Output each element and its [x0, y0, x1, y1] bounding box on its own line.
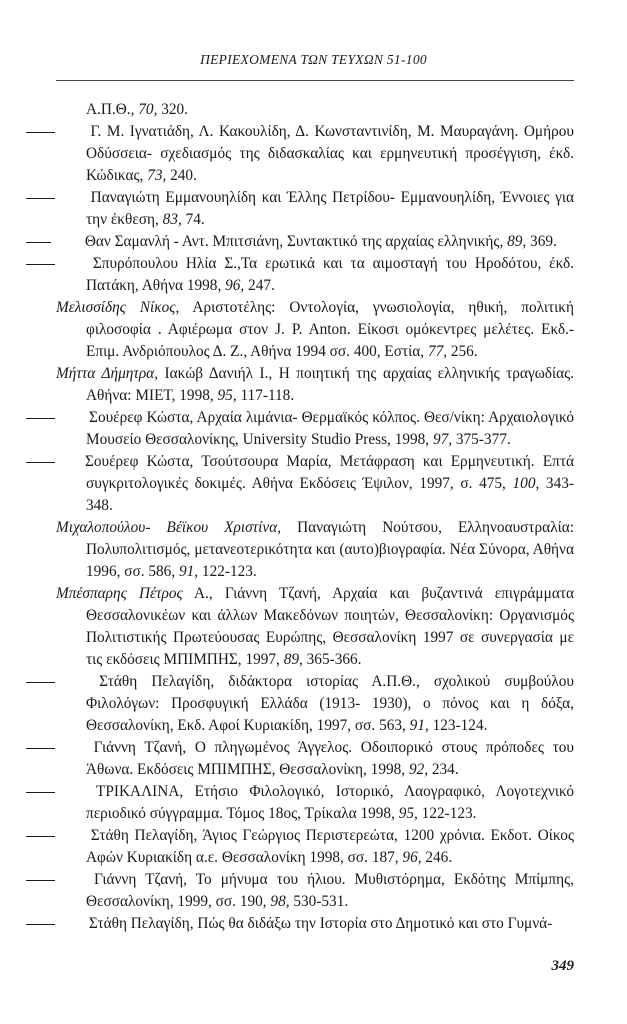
author-name: Μπέσπαρης Πέτρος	[56, 585, 183, 602]
list-item: Παναγιώτη Εμμανουηλίδη και Έλλης Πετρίδου- Εμμανουηλίδη, Έννοιες για την έκθεση, 83, 74.	[56, 187, 574, 231]
list-item: Σπυρόπουλου Ηλία Σ.,Τα ερωτικά και τα αιμοσταγή του Ηροδότου, έκδ. Πατάκη, Αθήνα 1998, 96, 247.	[56, 253, 574, 297]
repeat-dash	[56, 121, 85, 143]
list-item: Σουέρεφ Κώστα, Αρχαία λιμάνια- Θερμαϊκός κόλπος. Θεσ/νίκη: Αρχαιολογικό Μουσείο Θεσσαλονίκης, University Studio Press, 1998, 97, 375-377.	[56, 407, 574, 451]
repeat-dash	[56, 913, 85, 935]
repeat-dash	[56, 407, 85, 429]
list-item: Σουέρεφ Κώστα, Τσούτσουρα Μαρία, Μετάφραση και Ερμηνευτική. Επτά συγκριτολογικές δοκιμές. Αθήνα Εκδόσεις Έψιλον, 1997, σ. 475, 100, 343-348.	[56, 451, 574, 517]
list-item: Μήττα Δήμητρα, Ιακώβ Δανιήλ Ι., Η ποιητική της αρχαίας ελληνικής τραγωδίας. Αθήνα: ΜΙΕΤ, 1998, 95, 117-118.	[56, 365, 574, 404]
running-header: ΠΕΡΙΕΧΟΜΕΝΑ ΤΩΝ ΤΕΥΧΩΝ 51-100	[200, 52, 427, 67]
repeat-dash	[56, 737, 85, 759]
list-item: Γ. Μ. Ιγνατιάδη, Λ. Κακουλίδη, Δ. Κωνσταντινίδη, Μ. Μαυραγάνη. Ομήρου Οδύσσεια- σχεδιασμός της διδασκαλίας και ερμηνευτική προσέγγιση, έκδ. Κώδικας, 73, 240.	[56, 121, 574, 187]
list-item: Γιάννη Τζανή, Ο πληγωμένος Άγγελος. Οδοιπορικό στους πρόποδες του Άθωνα. Εκδόσεις ΜΠΙΜΠΗΣ, Θεσσαλονίκη, 1998, 92, 234.	[56, 737, 574, 781]
list-item: Στάθη Πελαγίδη, Άγιος Γεώργιος Περιστερεώτα, 1200 χρόνια. Εκδοτ. Οίκος Αφών Κυριακίδη α.ε. Θεσσαλονίκη 1998, σσ. 187, 96, 246.	[56, 825, 574, 869]
repeat-dash	[56, 231, 81, 253]
list-item: Στάθη Πελαγίδη, Πώς θα διδάξω την Ιστορία στο Δημοτικό και στο Γυμνά-	[56, 913, 574, 935]
list-item: Μιχαλοπούλου- Βέϊκου Χριστίνα, Παναγιώτη Νούτσου, Ελληνοαυστραλία: Πολυπολιτισμός, μετανεοτερικότητα και (αυτο)βιογραφία. Νέα Σύνορα, Αθήνα 1996, σσ. 586, 91, 122-123.	[56, 519, 574, 580]
list-item: Γιάννη Τζανή, Το μήνυμα του ήλιου. Μυθιστόρημα, Εκδότης Μπίμπης, Θεσσαλονίκη, 1999, σσ. 190, 98, 530-531.	[56, 869, 574, 913]
list-item: Στάθη Πελαγίδη, διδάκτορα ιστορίας Α.Π.Θ., σχολικού συμβούλου Φιλολόγων: Προσφυγική Ελλάδα (1913- 1930), ο πόνος και η δόξα, Θεσσαλονίκη, Εκδ. Αφοί Κυριακίδη, 1997, σσ. 563, 91, 123-124.	[56, 671, 574, 737]
repeat-dash	[56, 451, 85, 473]
repeat-dash	[56, 869, 85, 891]
list-item: Α.Π.Θ., 70, 320.	[86, 101, 188, 118]
index-list	[56, 99, 574, 935]
repeat-dash	[56, 671, 85, 693]
list-item: Μπέσπαρης Πέτρος Α., Γιάννη Τζανή, Αρχαία και βυζαντινά επιγράμματα Θεσσαλονικέων και άλλων Μακεδόνων ποιητών, Θεσσαλονίκη: Οργανισμός Πολιτιστικής Πρωτεύουσας Ευρώπης, Θεσσαλονίκη 1997 σε συνεργασία με τις εκδόσεις ΜΠΙΜΠΗΣ, 1997, 89, 365-366.	[56, 585, 575, 668]
author-name: Μελισσίδης Νίκος	[56, 299, 176, 316]
header-rule	[56, 80, 574, 81]
repeat-dash	[56, 187, 85, 209]
page-number: 349	[551, 958, 574, 974]
author-name: Μιχαλοπούλου- Βέϊκου Χριστίνα	[56, 519, 278, 536]
repeat-dash	[56, 825, 85, 847]
repeat-dash	[56, 781, 85, 803]
list-item: Θαν Σαμανλή - Αντ. Μπιτσιάνη, Συντακτικό της αρχαίας ελληνικής, 89, 369.	[56, 231, 574, 253]
list-item: ΤΡΙΚΑΛΙΝΑ, Ετήσιο Φιλολογικό, Ιστορικό, Λαογραφικό, Λογοτεχνικό περιοδικό σύγγραμμα. Τόμος 18ος, Τρίκαλα 1998, 95, 122-123.	[56, 781, 574, 825]
author-name: Μήττα Δήμητρα	[56, 365, 155, 382]
repeat-dash	[56, 253, 85, 275]
list-item: Μελισσίδης Νίκος, Αριστοτέλης: Οντολογία, γνωσιολογία, ηθική, πολιτική φιλοσοφία . Αφιέρωμα στον J. P. Anton. Είκοσι ομόκεντρες μελέτες. Εκδ.- Επιμ. Ανδριόπουλος Δ. Ζ., Αθήνα 1994 σσ. 400, Εστία, 77, 256.	[56, 299, 574, 360]
